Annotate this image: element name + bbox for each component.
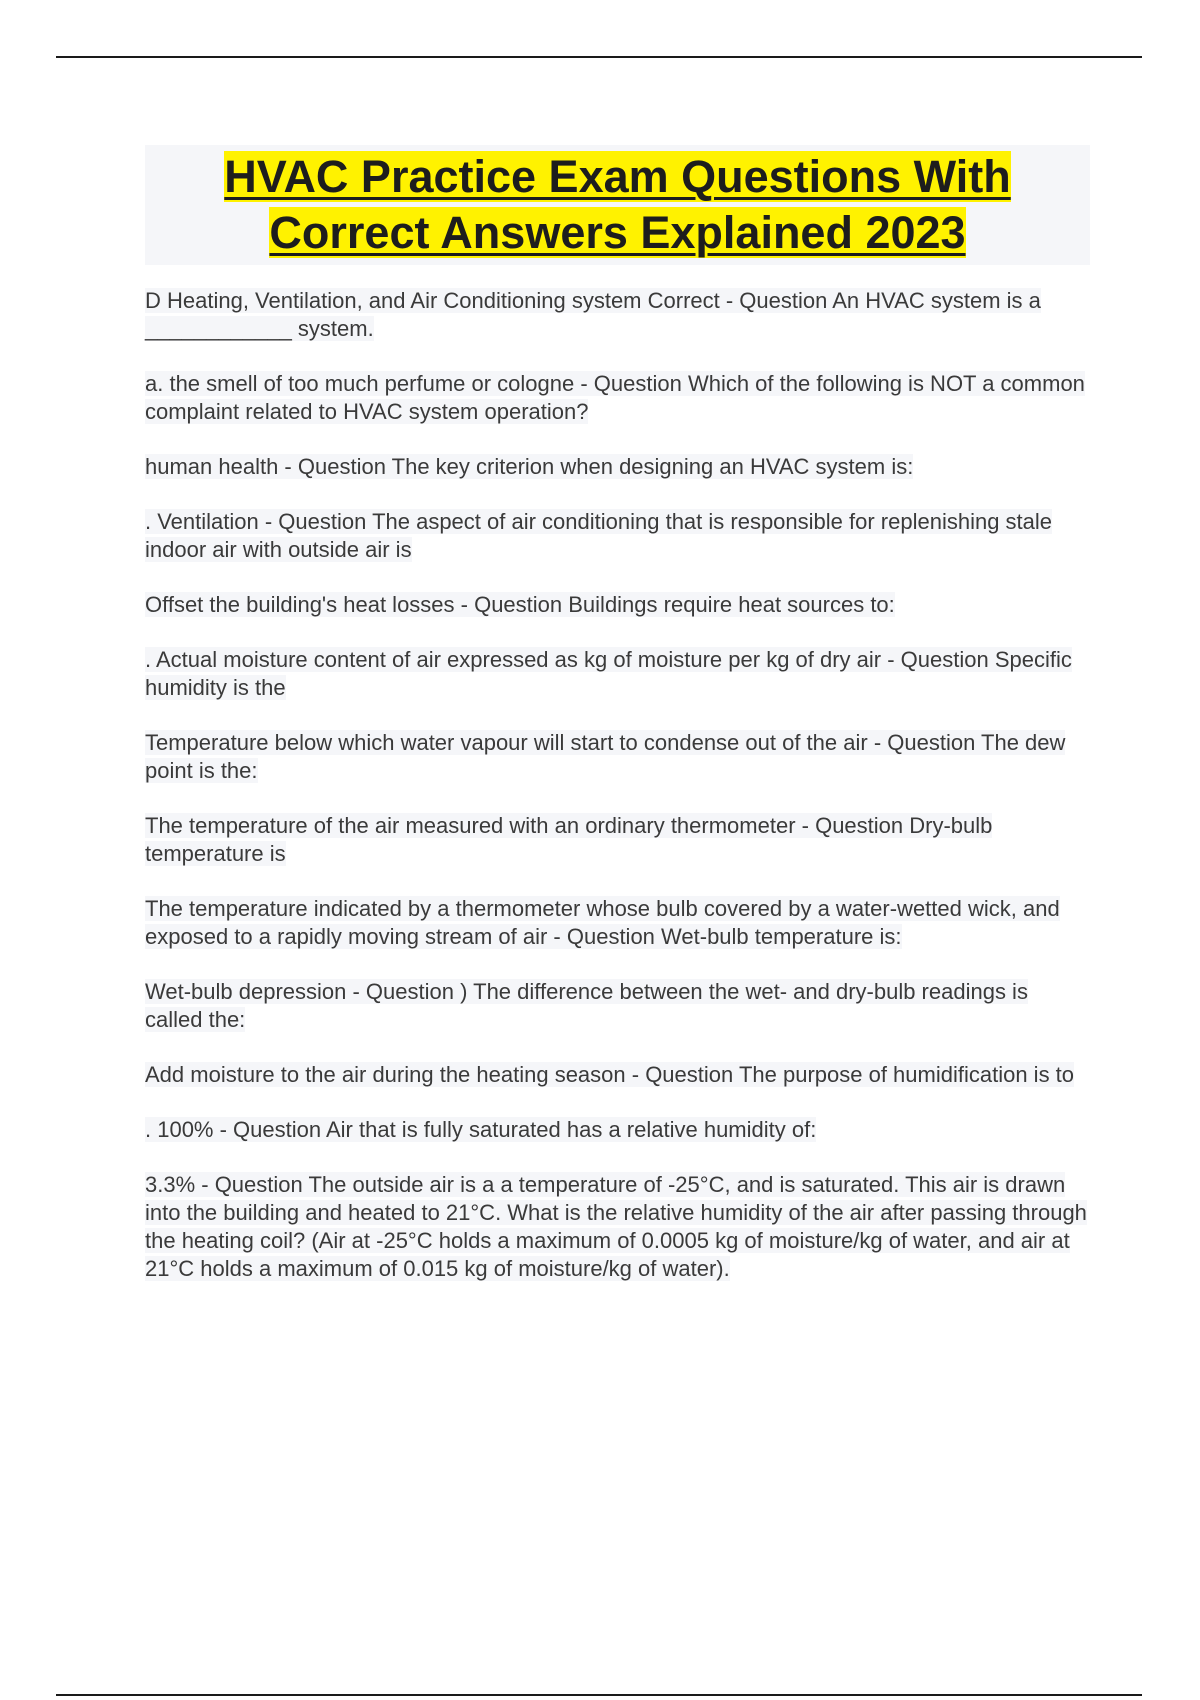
qa-item-12 (145, 1116, 1090, 1144)
qa-item-text: . 100% - Question Air that is fully saturated has a relative humidity of: (145, 1117, 817, 1142)
qa-item-5 (145, 591, 1090, 619)
bottom-rule (56, 1694, 1142, 1696)
qa-item-10 (145, 978, 1090, 1034)
document-body (145, 145, 1090, 1310)
qa-item-text: Add moisture to the air during the heating season - Question The purpose of humidification is to (145, 1062, 1075, 1087)
title-line-2: Correct Answers Explained 2023 (269, 207, 966, 258)
qa-item-1 (145, 287, 1090, 343)
qa-item-6 (145, 646, 1090, 702)
qa-item-text: a. the smell of too much perfume or cologne - Question Which of the following is NOT a common complaint related to HVAC system operation? (145, 371, 1085, 424)
qa-item-2 (145, 370, 1090, 426)
title-line-1: HVAC Practice Exam Questions With (224, 151, 1011, 202)
document-title (145, 145, 1090, 265)
qa-item-text: The temperature indicated by a thermometer whose bulb covered by a water-wetted wick, and exposed to a rapidly moving stream of air - Question Wet-bulb temperature is: (145, 896, 1060, 949)
qa-item-11 (145, 1061, 1090, 1089)
qa-item-text: Offset the building's heat losses - Question Buildings require heat sources to: (145, 592, 895, 617)
qa-item-text: . Actual moisture content of air expressed as kg of moisture per kg of dry air - Question Specific humidity is the (145, 647, 1072, 700)
qa-item-8 (145, 812, 1090, 868)
qa-item-9 (145, 895, 1090, 951)
qa-item-13 (145, 1171, 1090, 1283)
qa-item-text: 3.3% - Question The outside air is a a temperature of -25°C, and is saturated. This air is drawn into the building and heated to 21°C. What is the relative humidity of the air after passing through the heating coil? (Air at -25°C holds a maximum of 0.0005 kg of moisture/kg of water, and air at 21°C holds a maximum of 0.015 kg of moisture/kg of water). (145, 1172, 1087, 1281)
qa-item-text: The temperature of the air measured with an ordinary thermometer - Question Dry-bulb temperature is (145, 813, 993, 866)
qa-item-text: Wet-bulb depression - Question ) The difference between the wet- and dry-bulb readings is called the: (145, 979, 1028, 1032)
qa-item-text: Temperature below which water vapour will start to condense out of the air - Question The dew point is the: (145, 730, 1066, 783)
qa-item-text: . Ventilation - Question The aspect of air conditioning that is responsible for replenishing stale indoor air with outside air is (145, 509, 1053, 562)
top-rule (56, 56, 1142, 58)
qa-item-7 (145, 729, 1090, 785)
qa-item-3 (145, 453, 1090, 481)
qa-item-text: D Heating, Ventilation, and Air Conditioning system Correct - Question An HVAC system is a ____________ system. (145, 288, 1041, 341)
qa-item-4 (145, 508, 1090, 564)
qa-item-text: human health - Question The key criterion when designing an HVAC system is: (145, 454, 914, 479)
